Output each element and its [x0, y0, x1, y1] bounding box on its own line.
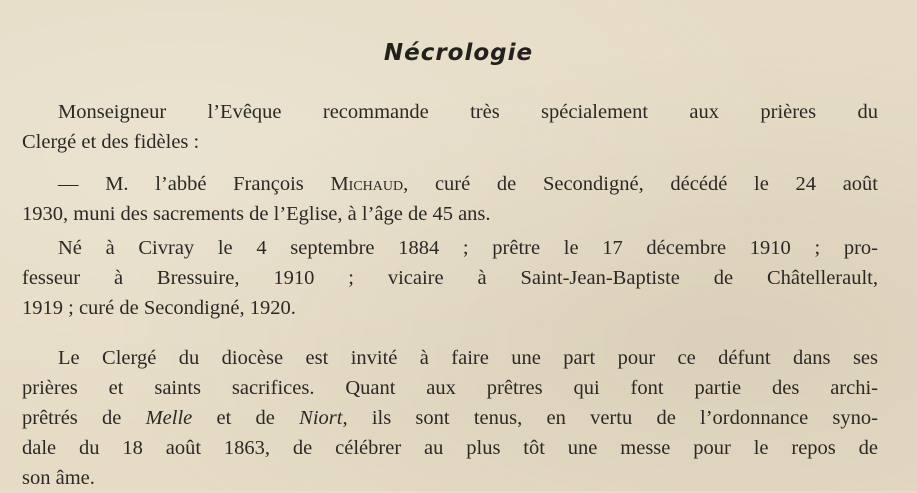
text-fragment: prêtrés de [22, 407, 146, 429]
text-fragment: , ils sont tenus, en vertu de l’ordonnance syno- [342, 407, 878, 429]
place-name-niort: Niort [299, 407, 343, 429]
place-name-melle: Melle [145, 407, 193, 429]
text-line: 1930, muni des sacrements de l’Eglise, à l’âge de 45 ans. [22, 203, 491, 225]
text-line: fesseur à Bressuire, 1910 ; vicaire à Saint-Jean-Baptiste de Châtellerault, [22, 267, 878, 289]
paragraph-obituary [22, 169, 878, 229]
paragraph-biography [22, 233, 878, 323]
text-line: Clergé et des fidèles : [22, 131, 200, 153]
text-line [22, 403, 878, 433]
text-fragment: , curé de Secondigné, décédé le 24 août [403, 173, 878, 195]
deceased-surname: Michaud [330, 173, 404, 195]
text-fragment: et de [192, 407, 300, 429]
text-line: Monseigneur l’Evêque recommande très spécialement aux prières du [58, 101, 878, 123]
paragraph-instructions [22, 343, 878, 493]
text-line: dale du 18 août 1863, de célébrer au plus tôt une messe pour le repos de [22, 437, 878, 459]
text-line [22, 169, 878, 199]
text-line: Né à Civray le 4 septembre 1884 ; prêtre le 17 décembre 1910 ; pro- [58, 237, 878, 259]
text-line: 1919 ; curé de Secondigné, 1920. [22, 297, 296, 319]
text-line: Le Clergé du diocèse est invité à faire une part pour ce défunt dans ses [58, 347, 878, 369]
text-line: son âme. [22, 467, 95, 489]
paragraph-recommendation [22, 97, 878, 157]
page-title: Nécrologie [383, 40, 534, 66]
text-line: prières et saints sacrifices. Quant aux prêtres qui font partie des archi- [22, 377, 878, 399]
text-fragment: — M. l’abbé François [58, 173, 331, 195]
